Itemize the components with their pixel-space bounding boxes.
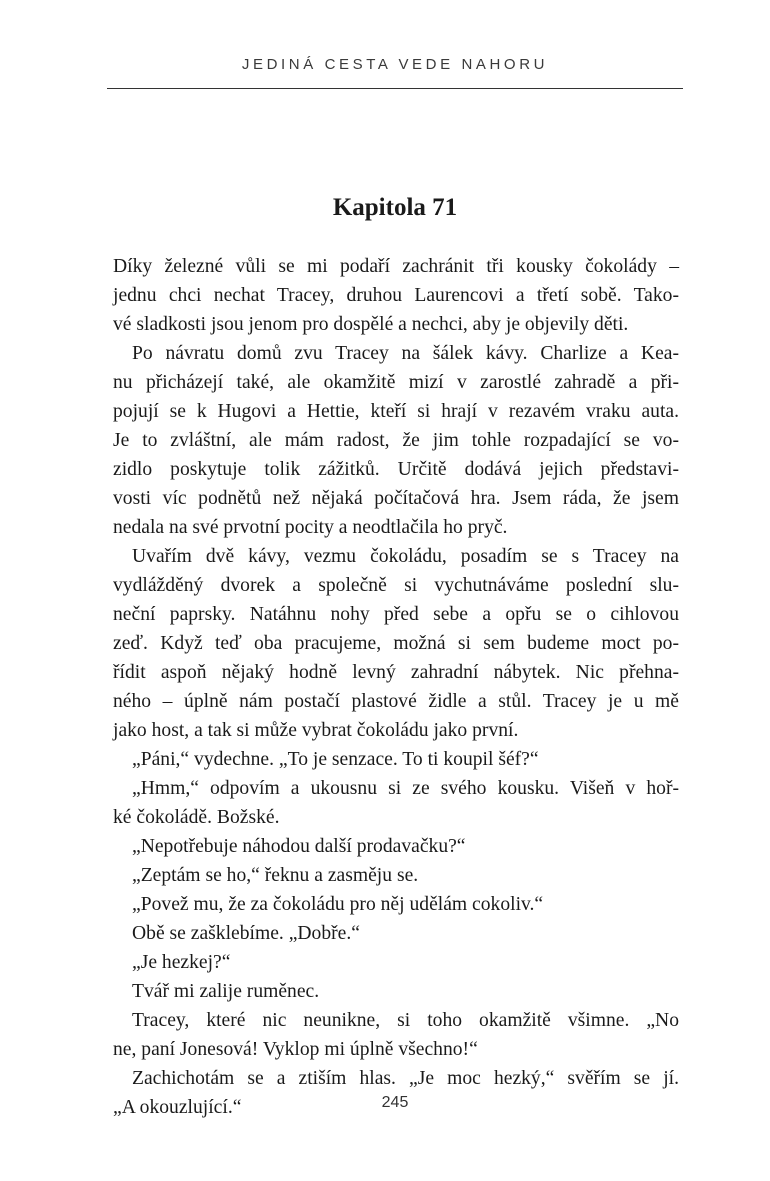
text-line: „Je hezkej?“ <box>132 952 231 973</box>
text-line: ne, paní Jonesová! Vyklop mi úplně všechno!“ <box>113 1039 478 1060</box>
text-line: ného – úplně nám postačí plastové židle a stůl. Tracey je u mě <box>113 691 679 712</box>
body-text <box>113 252 679 1122</box>
text-line: zeď. Když teď oba pracujeme, možná si sem budeme moct po- <box>113 633 679 654</box>
text-line: Zachichotám se a ztiším hlas. „Je moc hezký,“ svěřím se jí. <box>132 1068 679 1089</box>
text-line: „Zeptám se ho,“ řeknu a zasměju se. <box>132 865 419 886</box>
text-line: „Povež mu, že za čokoládu pro něj udělám cokoliv.“ <box>132 894 544 915</box>
text-line: nedala na své prvotní pocity a neodtlačila ho pryč. <box>113 517 508 538</box>
text-line: jednu chci nechat Tracey, druhou Laurencovi a třetí sobě. Tako- <box>113 285 679 306</box>
text-line: „Nepotřebuje náhodou další prodavačku?“ <box>132 836 466 857</box>
text-line: pojují se k Hugovi a Hettie, kteří si hrají v rezavém vraku auta. <box>113 401 679 422</box>
text-line: jako host, a tak si může vybrat čokoládu jako první. <box>113 720 519 741</box>
text-line: Je to zvláštní, ale mám radost, že jim tohle rozpadající se vo- <box>113 430 679 451</box>
text-line: ké čokoládě. Božské. <box>113 807 280 828</box>
text-line: Tracey, které nic neunikne, si toho okamžitě všimne. „No <box>132 1010 679 1031</box>
text-line: Díky železné vůli se mi podaří zachránit tři kousky čokolády – <box>113 256 679 277</box>
header-rule <box>107 88 683 89</box>
text-line: neční paprsky. Natáhnu nohy před sebe a opřu se o cihlovou <box>113 604 679 625</box>
text-line: vydlážděný dvorek a společně si vychutnáváme poslední slu- <box>113 575 679 596</box>
running-header: JEDINÁ CESTA VEDE NAHORU <box>241 56 549 73</box>
text-line: řídit aspoň nějaký hodně levný zahradní nábytek. Nic přehna- <box>113 662 679 683</box>
text-line: „Hmm,“ odpovím a ukousnu si ze svého kousku. Višeň v hoř- <box>132 778 679 799</box>
text-line: Po návratu domů zvu Tracey na šálek kávy. Charlize a Kea- <box>132 343 679 364</box>
text-line: nu přicházejí také, ale okamžitě mizí v zarostlé zahradě a při- <box>113 372 679 393</box>
text-line: Obě se zašklebíme. „Dobře.“ <box>132 923 360 944</box>
text-line: „Páni,“ vydechne. „To je senzace. To ti koupil šéf?“ <box>132 749 539 770</box>
chapter-title: Kapitola 71 <box>332 194 458 221</box>
text-line: vé sladkosti jsou jenom pro dospělé a nechci, aby je objevily děti. <box>113 314 629 335</box>
text-line: vosti víc podnětů než nějaká počítačová hra. Jsem ráda, že jsem <box>113 488 679 509</box>
text-line: „A okouzlující.“ <box>113 1097 242 1118</box>
page-number: 245 <box>381 1094 409 1111</box>
text-line: Uvařím dvě kávy, vezmu čokoládu, posadím se s Tracey na <box>132 546 679 567</box>
text-line: zidlo poskytuje tolik zážitků. Určitě dodává jejich představi- <box>113 459 679 480</box>
text-line: Tvář mi zalije ruměnec. <box>132 981 320 1002</box>
